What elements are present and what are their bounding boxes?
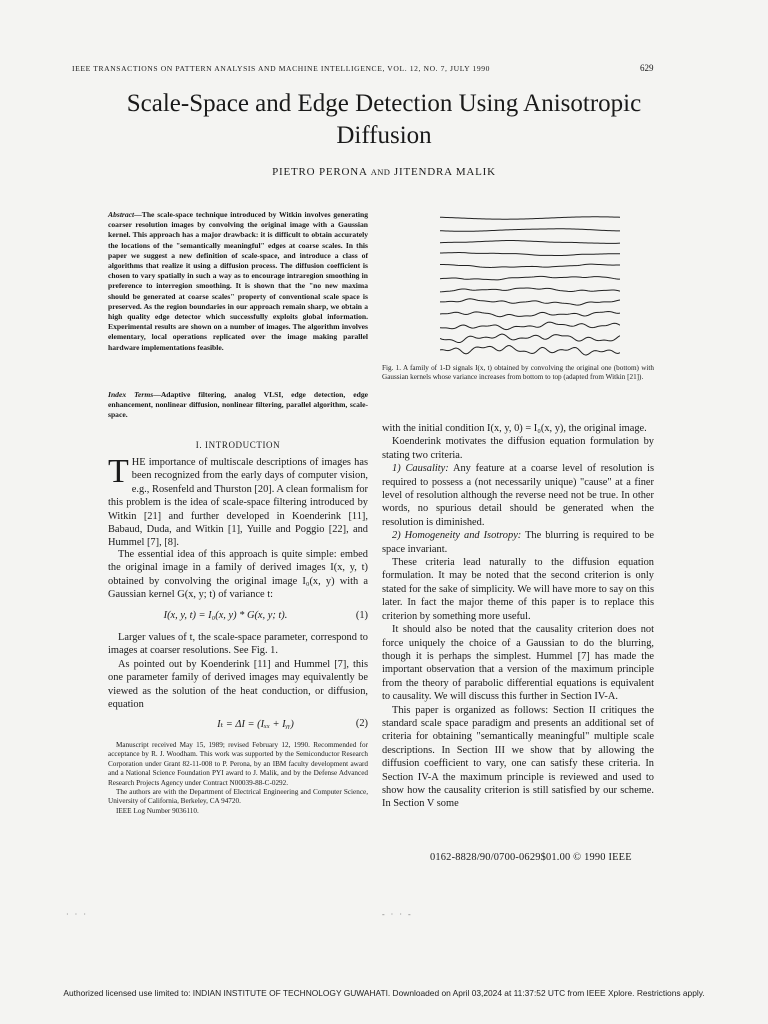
- equation-2-number: (2): [355, 718, 368, 729]
- figure-1-signal-family: [440, 212, 620, 360]
- right-p1: with the initial condition I(x, y, 0) = I₀(x, y), the original image.: [382, 423, 647, 434]
- equation-2: [108, 718, 368, 732]
- title-line-1: Scale-Space and Edge Detection Using Anisotropic: [126, 90, 642, 117]
- signal-curve-6: [440, 276, 620, 280]
- signal-curve-10: [440, 322, 620, 329]
- right-p5: These criteria lead naturally to the diffusion equation formulation. It may be noted that the second criterion is only stated for the sake of simplicity. We will have more to say on this later. In fact the major theme of this paper is to replace this criterion by something more useful.: [382, 557, 654, 622]
- equation-1-body: I(x, y, t) = I₀(x, y) * G(x, y; t).: [163, 610, 288, 621]
- author-conjunction: AND: [370, 167, 391, 177]
- intro-p3-text: Larger values of t, the scale-space parameter, correspond to images at coarser resolutions. See Fig. 1.: [108, 632, 368, 657]
- abstract-text: —The scale-space technique introduced by Witkin involves generating coarser resolution images by convolving the original image with a Gaussian kernel. This approach has a major drawback: it is difficult to obtain accurately the locations of the "semantically meaningful" edges at coarse scales. In this paper we suggest a new definition of scale-space, and introduce a class of algorithms that realize it using a diffusion process. The diffusion coefficient is chosen to vary spatially in such a way as to encourage intraregion smoothing in preference to interregion smoothing. It is shown that the "no new maxima should be generated at coarse scales" property of conventional scale space is preserved. As the region boundaries in our approach remain sharp, we obtain a high quality edge detector which successfully exploits global information. Experimental results are shown on a number of images. The algorithm involves elementary, local operations replicated over the image making parallel hardware implementations feasible.: [108, 210, 368, 352]
- signal-curve-3: [440, 240, 620, 243]
- page-number: 629: [640, 63, 654, 73]
- running-head: IEEE TRANSACTIONS ON PATTERN ANALYSIS AND MACHINE INTELLIGENCE, VOL. 12, NO. 7, JULY 1990: [72, 64, 491, 73]
- paper-title: [60, 88, 708, 152]
- intro-paragraph-2: [108, 548, 368, 602]
- right-p3: [382, 462, 654, 529]
- right-p2: Koenderink motivates the diffusion equation formulation by stating two criteria.: [382, 436, 654, 461]
- signal-curve-9: [440, 312, 620, 317]
- intro-paragraph-4: [108, 658, 368, 712]
- footnote-manuscript: Manuscript received May 15, 1989; revised February 12, 1990. Recommended for acceptance by R. J. Woodham. This work was supported by the Semiconductor Research Corporation under Grant 82-11-008 to P. Perona, by an IBM faculty development award and a National Science Foundation PYI award to J. Malik, and by the Defense Advanced Research Projects Agency under Contract N00039-88-C-0292.: [108, 741, 368, 787]
- footnote: [108, 741, 368, 816]
- author-2: JITENDRA MALIK: [393, 166, 496, 178]
- abstract-label: Abstract: [108, 210, 135, 219]
- abstract: [108, 210, 368, 353]
- causality-label: 1) Causality:: [392, 463, 449, 475]
- scan-mark-left: · · ·: [66, 910, 88, 919]
- right-column: [382, 422, 654, 811]
- scan-mark-right: - · · -: [382, 910, 413, 919]
- homogeneity-text: The blurring is required to be space invariant.: [382, 530, 655, 555]
- right-p7: This paper is organized as follows: Section II critiques the standard scale space paradigm and presents an additional set of criteria for obtaining "semantically meaningful" multiple scale descriptions. In Section III we show that by allowing the diffusion coefficient to vary, one can satisfy these criteria. In Section IV-A the maximum principle is reviewed and used to show how the causality criterion is still satisfied by our scheme. In Section V some: [382, 704, 654, 810]
- equation-2-body: Iₜ = ΔI = (Iₓₓ + Iᵧᵧ): [217, 719, 294, 730]
- title-line-2: Diffusion: [336, 122, 432, 149]
- signal-curve-5: [440, 264, 620, 267]
- signal-curve-2: [440, 229, 620, 232]
- index-terms-label: Index Terms: [108, 390, 154, 399]
- drop-cap: T: [108, 453, 129, 490]
- signal-curve-7: [440, 288, 620, 292]
- right-p6: It should also be noted that the causality criterion does not force uniquely the choice of a Gaussian to do the blurring, though it is perhaps the simplest. Hummel [7] has made the important observation that a version of the maximum principle from the theory of parabolic differential equations is equivalent to causality. We will discuss this further in Section IV-A.: [382, 624, 654, 703]
- causality-text: Any feature at a coarse level of resolution is required to possess a (not necessarily unique) "cause" at a finer level of resolution although the reverse need not be true. In other words, no spurious detail should be generated when the resolution is diminished.: [382, 463, 654, 528]
- license-footer: Authorized licensed use limited to: INDIAN INSTITUTE OF TECHNOLOGY GUWAHATI. Downloaded on April 03,2024 at 11:37:52 UTC from IEEE Xplore. Restrictions apply.: [63, 988, 705, 998]
- intro-p2-text: The essential idea of this approach is quite simple: embed the original image in a family of derived images I(x, y, t) obtained by convolving the original image I₀(x, y) with a Gaussian kernel G(x, y; t) of variance t:: [108, 549, 368, 601]
- intro-p1-text: HE importance of multiscale descriptions of images has been recognized from the early days of computer vision, e.g., Rosenfeld and Thurston [20]. A clean formalism for this problem is the idea of scale-space filtering introduced by Witkin [21] and further developed in Koenderink [11], Babaud, Duda, and Witkin [1], Yuille and Poggio [22], and Hummel [7], [8].: [108, 457, 368, 549]
- authors: [60, 166, 708, 178]
- equation-1-number: (1): [355, 610, 368, 621]
- equation-1: [108, 610, 368, 624]
- signal-curve-4: [440, 253, 620, 256]
- index-terms-text: —Adaptive filtering, analog VLSI, edge detection, edge enhancement, nonlinear diffusion, nonlinear filtering, parallel algorithm, scale-space.: [108, 390, 368, 420]
- author-1: PIETRO PERONA: [272, 166, 368, 178]
- footnote-affiliation: The authors are with the Department of Electrical Engineering and Computer Science, University of California, Berkeley, CA 94720.: [108, 788, 368, 806]
- signal-curve-1: [440, 217, 620, 219]
- section-heading-introduction: I. INTRODUCTION: [195, 440, 281, 450]
- footnote-log-number: IEEE Log Number 9036110.: [116, 806, 199, 815]
- signal-curve-8: [440, 299, 620, 305]
- signal-curve-12: [440, 346, 620, 355]
- intro-p4-text: As pointed out by Koenderink [11] and Hummel [7], this one parameter family of derived images may equivalently be viewed as the solution of the heat conduction, or diffusion, equation: [108, 659, 368, 711]
- intro-paragraph-1: [108, 453, 368, 550]
- copyright-line: 0162-8828/90/0700-0629$01.00 © 1990 IEEE: [430, 852, 632, 863]
- index-terms: [108, 390, 368, 421]
- signal-curve-11: [440, 334, 620, 342]
- homogeneity-label: 2) Homogeneity and Isotropy:: [392, 530, 522, 542]
- right-p4: [382, 529, 654, 556]
- figure-1-caption: Fig. 1. A family of 1-D signals I(x, t) obtained by convolving the original one (bottom) with Gaussian kernels whose variance increases from bottom to top (adapted from Witkin [21]).: [382, 364, 654, 382]
- intro-paragraph-3: [108, 631, 368, 658]
